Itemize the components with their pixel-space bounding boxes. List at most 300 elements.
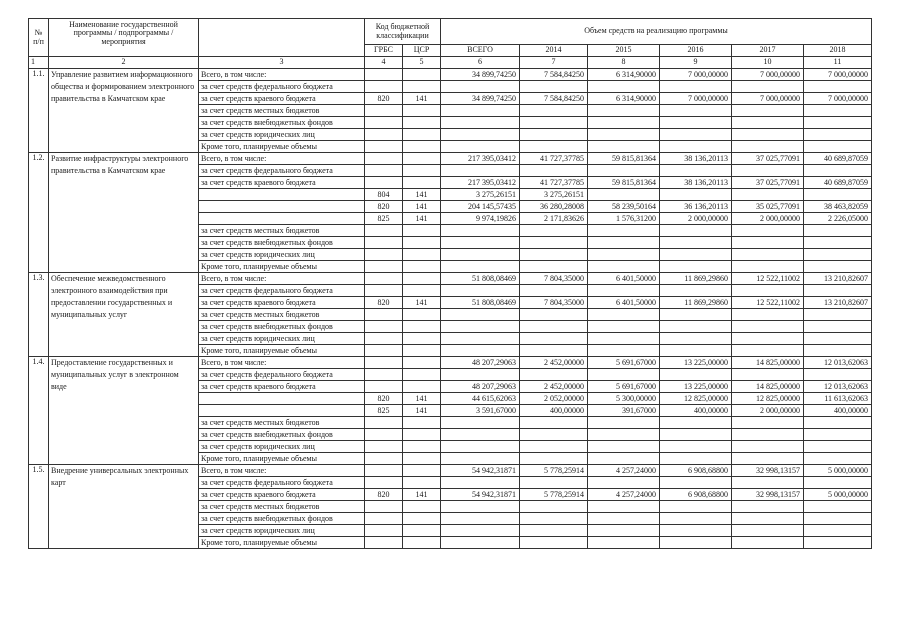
table-row xyxy=(29,273,872,285)
value-2018 xyxy=(804,189,872,201)
grbs-code xyxy=(365,153,403,165)
csr-code xyxy=(403,369,441,381)
value-2015 xyxy=(588,225,660,237)
funding-source-label: за счет средств юридических лиц xyxy=(199,249,365,261)
value-2015 xyxy=(588,477,660,489)
value-2015: 58 239,50164 xyxy=(588,201,660,213)
value-2017 xyxy=(732,333,804,345)
total-value xyxy=(441,513,520,525)
funding-source-label: Всего, в том числе: xyxy=(199,357,365,369)
value-2018 xyxy=(804,129,872,141)
csr-code xyxy=(403,429,441,441)
value-2017 xyxy=(732,417,804,429)
grbs-code xyxy=(365,285,403,297)
value-2017: 37 025,77091 xyxy=(732,177,804,189)
column-number: 4 xyxy=(365,57,403,69)
funding-source-label: за счет средств юридических лиц xyxy=(199,441,365,453)
total-value xyxy=(441,237,520,249)
grbs-code: 820 xyxy=(365,201,403,213)
csr-code xyxy=(403,249,441,261)
grbs-code xyxy=(365,129,403,141)
row-number: 1.1. xyxy=(29,69,49,153)
csr-code xyxy=(403,513,441,525)
value-2014: 7 804,35000 xyxy=(520,273,588,285)
value-2016 xyxy=(660,105,732,117)
grbs-code xyxy=(365,429,403,441)
value-2018 xyxy=(804,117,872,129)
value-2017 xyxy=(732,249,804,261)
program-name: Предоставление государственных и муниципальных услуг в электронном виде xyxy=(49,357,199,465)
funding-source-label: за счет средств внебюджетных фондов xyxy=(199,237,365,249)
value-2017 xyxy=(732,477,804,489)
csr-code: 141 xyxy=(403,297,441,309)
grbs-code xyxy=(365,357,403,369)
table-row xyxy=(29,69,872,81)
value-2017 xyxy=(732,261,804,273)
value-2017 xyxy=(732,225,804,237)
value-2015: 391,67000 xyxy=(588,405,660,417)
value-2014: 5 778,25914 xyxy=(520,489,588,501)
value-2018 xyxy=(804,453,872,465)
csr-code xyxy=(403,105,441,117)
funding-source-label: за счет средств краевого бюджета xyxy=(199,93,365,105)
value-2015 xyxy=(588,525,660,537)
value-2014 xyxy=(520,441,588,453)
csr-code xyxy=(403,381,441,393)
total-value xyxy=(441,249,520,261)
value-2016: 7 000,00000 xyxy=(660,69,732,81)
value-2014: 2 052,00000 xyxy=(520,393,588,405)
total-value xyxy=(441,105,520,117)
total-value: 34 899,74250 xyxy=(441,93,520,105)
value-2016 xyxy=(660,189,732,201)
csr-code xyxy=(403,465,441,477)
grbs-code xyxy=(365,441,403,453)
value-2015 xyxy=(588,81,660,93)
csr-code xyxy=(403,477,441,489)
funding-source-label: Всего, в том числе: xyxy=(199,69,365,81)
value-2016 xyxy=(660,501,732,513)
value-2014 xyxy=(520,453,588,465)
value-2015: 1 576,31200 xyxy=(588,213,660,225)
column-number: 6 xyxy=(441,57,520,69)
value-2014 xyxy=(520,225,588,237)
value-2018: 40 689,87059 xyxy=(804,177,872,189)
funding-source-label: за счет средств федерального бюджета xyxy=(199,285,365,297)
value-2016 xyxy=(660,345,732,357)
csr-code xyxy=(403,129,441,141)
value-2016 xyxy=(660,525,732,537)
value-2018: 13 210,82607 xyxy=(804,297,872,309)
csr-code xyxy=(403,117,441,129)
value-2017 xyxy=(732,309,804,321)
value-2018 xyxy=(804,81,872,93)
grbs-code: 820 xyxy=(365,297,403,309)
value-2016 xyxy=(660,117,732,129)
csr-code xyxy=(403,261,441,273)
value-2018 xyxy=(804,105,872,117)
header-year-2018: 2018 xyxy=(804,45,872,57)
funding-source-label: за счет средств юридических лиц xyxy=(199,525,365,537)
value-2015: 6 401,50000 xyxy=(588,273,660,285)
csr-code: 141 xyxy=(403,201,441,213)
value-2017 xyxy=(732,321,804,333)
value-2016: 13 225,00000 xyxy=(660,381,732,393)
value-2015 xyxy=(588,441,660,453)
funding-source-label: за счет средств местных бюджетов xyxy=(199,309,365,321)
value-2017: 2 000,00000 xyxy=(732,405,804,417)
value-2016 xyxy=(660,249,732,261)
value-2016 xyxy=(660,141,732,153)
header-total: ВСЕГО xyxy=(441,45,520,57)
total-value: 51 808,08469 xyxy=(441,297,520,309)
value-2018: 7 000,00000 xyxy=(804,69,872,81)
value-2018 xyxy=(804,261,872,273)
value-2018: 7 000,00000 xyxy=(804,93,872,105)
csr-code xyxy=(403,273,441,285)
value-2017 xyxy=(732,189,804,201)
grbs-code xyxy=(365,69,403,81)
csr-code: 141 xyxy=(403,213,441,225)
value-2014 xyxy=(520,81,588,93)
value-2015: 59 815,81364 xyxy=(588,177,660,189)
value-2017: 7 000,00000 xyxy=(732,69,804,81)
value-2018 xyxy=(804,285,872,297)
csr-code xyxy=(403,333,441,345)
total-value: 9 974,19826 xyxy=(441,213,520,225)
csr-code xyxy=(403,525,441,537)
funding-source-label: за счет средств местных бюджетов xyxy=(199,105,365,117)
value-2018 xyxy=(804,345,872,357)
csr-code: 141 xyxy=(403,489,441,501)
value-2016 xyxy=(660,453,732,465)
funding-source-label xyxy=(199,189,365,201)
value-2018: 5 000,00000 xyxy=(804,489,872,501)
value-2017: 32 998,13157 xyxy=(732,465,804,477)
header-name: Наименование государственной программы / подпрограммы / мероприятия xyxy=(49,19,199,57)
value-2016: 11 869,29860 xyxy=(660,273,732,285)
funding-source-label: за счет средств внебюджетных фондов xyxy=(199,513,365,525)
value-2016: 6 908,68800 xyxy=(660,489,732,501)
value-2018: 38 463,82059 xyxy=(804,201,872,213)
value-2014 xyxy=(520,309,588,321)
value-2016: 12 825,00000 xyxy=(660,393,732,405)
grbs-code xyxy=(365,237,403,249)
funding-source-label: за счет средств краевого бюджета xyxy=(199,381,365,393)
value-2014: 41 727,37785 xyxy=(520,153,588,165)
value-2016 xyxy=(660,309,732,321)
value-2014 xyxy=(520,105,588,117)
value-2018 xyxy=(804,225,872,237)
value-2015 xyxy=(588,345,660,357)
value-2015 xyxy=(588,333,660,345)
value-2016: 38 136,20113 xyxy=(660,153,732,165)
value-2017: 12 522,11002 xyxy=(732,273,804,285)
value-2016 xyxy=(660,285,732,297)
value-2017 xyxy=(732,441,804,453)
value-2016 xyxy=(660,321,732,333)
grbs-code xyxy=(365,453,403,465)
value-2017 xyxy=(732,117,804,129)
value-2015 xyxy=(588,189,660,201)
header-grbs: ГРБС xyxy=(365,45,403,57)
value-2017: 14 825,00000 xyxy=(732,357,804,369)
value-2014: 2 452,00000 xyxy=(520,381,588,393)
total-value xyxy=(441,261,520,273)
column-number: 1 xyxy=(29,57,49,69)
value-2018 xyxy=(804,165,872,177)
grbs-code xyxy=(365,513,403,525)
grbs-code: 820 xyxy=(365,489,403,501)
grbs-code xyxy=(365,165,403,177)
value-2017 xyxy=(732,525,804,537)
funding-source-label: Кроме того, планируемые объемы xyxy=(199,453,365,465)
value-2015 xyxy=(588,117,660,129)
value-2016: 6 908,68800 xyxy=(660,465,732,477)
table-row xyxy=(29,153,872,165)
value-2018 xyxy=(804,501,872,513)
total-value: 204 145,57435 xyxy=(441,201,520,213)
total-value xyxy=(441,333,520,345)
value-2017 xyxy=(732,237,804,249)
total-value xyxy=(441,525,520,537)
funding-source-label: Кроме того, планируемые объемы xyxy=(199,345,365,357)
table-row xyxy=(29,357,872,369)
table-row xyxy=(29,465,872,477)
value-2015 xyxy=(588,369,660,381)
value-2016: 400,00000 xyxy=(660,405,732,417)
value-2016 xyxy=(660,225,732,237)
grbs-code xyxy=(365,537,403,549)
value-2018 xyxy=(804,321,872,333)
value-2017 xyxy=(732,141,804,153)
total-value xyxy=(441,345,520,357)
value-2014 xyxy=(520,417,588,429)
value-2017 xyxy=(732,345,804,357)
csr-code xyxy=(403,441,441,453)
column-number: 11 xyxy=(804,57,872,69)
value-2015 xyxy=(588,537,660,549)
value-2017 xyxy=(732,513,804,525)
value-2018 xyxy=(804,429,872,441)
value-2015: 6 314,90000 xyxy=(588,93,660,105)
value-2017: 35 025,77091 xyxy=(732,201,804,213)
value-2016 xyxy=(660,237,732,249)
total-value xyxy=(441,117,520,129)
value-2018: 40 689,87059 xyxy=(804,153,872,165)
total-value: 54 942,31871 xyxy=(441,465,520,477)
column-number: 5 xyxy=(403,57,441,69)
total-value: 217 395,03412 xyxy=(441,177,520,189)
funding-source-label: за счет средств краевого бюджета xyxy=(199,297,365,309)
value-2017 xyxy=(732,105,804,117)
csr-code xyxy=(403,285,441,297)
value-2015: 5 691,67000 xyxy=(588,357,660,369)
column-number: 10 xyxy=(732,57,804,69)
value-2018 xyxy=(804,249,872,261)
total-value: 44 615,62063 xyxy=(441,393,520,405)
program-name: Внедрение универсальных электронных карт xyxy=(49,465,199,549)
csr-code xyxy=(403,153,441,165)
value-2018 xyxy=(804,333,872,345)
value-2018 xyxy=(804,309,872,321)
value-2015: 6 401,50000 xyxy=(588,297,660,309)
value-2014 xyxy=(520,369,588,381)
grbs-code xyxy=(365,261,403,273)
grbs-code xyxy=(365,105,403,117)
value-2016: 2 000,00000 xyxy=(660,213,732,225)
value-2018: 12 013,62063 xyxy=(804,357,872,369)
value-2016 xyxy=(660,165,732,177)
grbs-code xyxy=(365,273,403,285)
total-value: 51 808,08469 xyxy=(441,273,520,285)
total-value xyxy=(441,537,520,549)
value-2014 xyxy=(520,249,588,261)
value-2014 xyxy=(520,117,588,129)
value-2014 xyxy=(520,237,588,249)
value-2018 xyxy=(804,141,872,153)
grbs-code: 825 xyxy=(365,213,403,225)
csr-code: 141 xyxy=(403,189,441,201)
header-kbk: Код бюджетной классификации xyxy=(365,19,441,45)
row-number: 1.3. xyxy=(29,273,49,357)
csr-code xyxy=(403,177,441,189)
value-2016: 7 000,00000 xyxy=(660,93,732,105)
row-number: 1.2. xyxy=(29,153,49,273)
value-2017: 12 825,00000 xyxy=(732,393,804,405)
value-2017 xyxy=(732,129,804,141)
value-2015 xyxy=(588,513,660,525)
funding-source-label: Всего, в том числе: xyxy=(199,153,365,165)
grbs-code xyxy=(365,417,403,429)
funding-source-label: за счет средств юридических лиц xyxy=(199,129,365,141)
value-2014 xyxy=(520,525,588,537)
grbs-code xyxy=(365,141,403,153)
value-2016 xyxy=(660,441,732,453)
value-2015: 59 815,81364 xyxy=(588,153,660,165)
value-2018 xyxy=(804,237,872,249)
value-2014 xyxy=(520,345,588,357)
value-2014: 5 778,25914 xyxy=(520,465,588,477)
value-2016 xyxy=(660,417,732,429)
total-value: 48 207,29063 xyxy=(441,381,520,393)
csr-code xyxy=(403,237,441,249)
value-2014 xyxy=(520,477,588,489)
funding-source-label: за счет средств федерального бюджета xyxy=(199,369,365,381)
value-2015 xyxy=(588,105,660,117)
column-number: 2 xyxy=(49,57,199,69)
value-2015 xyxy=(588,165,660,177)
funding-source-label: за счет средств федерального бюджета xyxy=(199,81,365,93)
grbs-code xyxy=(365,501,403,513)
value-2017 xyxy=(732,285,804,297)
header-col3 xyxy=(199,19,365,57)
value-2015 xyxy=(588,141,660,153)
grbs-code: 820 xyxy=(365,93,403,105)
value-2014: 2 171,83626 xyxy=(520,213,588,225)
csr-code: 141 xyxy=(403,93,441,105)
funding-source-label: за счет средств местных бюджетов xyxy=(199,225,365,237)
value-2017 xyxy=(732,81,804,93)
value-2014: 7 804,35000 xyxy=(520,297,588,309)
value-2016 xyxy=(660,429,732,441)
value-2014 xyxy=(520,141,588,153)
grbs-code: 820 xyxy=(365,393,403,405)
funding-source-label xyxy=(199,393,365,405)
value-2014 xyxy=(520,333,588,345)
value-2016 xyxy=(660,513,732,525)
column-number: 9 xyxy=(660,57,732,69)
value-2017: 14 825,00000 xyxy=(732,381,804,393)
grbs-code xyxy=(365,333,403,345)
value-2018 xyxy=(804,441,872,453)
value-2014: 2 452,00000 xyxy=(520,357,588,369)
total-value xyxy=(441,285,520,297)
value-2014: 36 280,28008 xyxy=(520,201,588,213)
grbs-code xyxy=(365,309,403,321)
csr-code xyxy=(403,321,441,333)
csr-code xyxy=(403,141,441,153)
column-number: 7 xyxy=(520,57,588,69)
total-value: 48 207,29063 xyxy=(441,357,520,369)
value-2017: 2 000,00000 xyxy=(732,213,804,225)
header-year-2015: 2015 xyxy=(588,45,660,57)
value-2014: 7 584,84250 xyxy=(520,69,588,81)
funding-source-label: за счет средств внебюджетных фондов xyxy=(199,117,365,129)
value-2018 xyxy=(804,513,872,525)
csr-code xyxy=(403,501,441,513)
total-value xyxy=(441,429,520,441)
grbs-code xyxy=(365,477,403,489)
grbs-code xyxy=(365,525,403,537)
csr-code xyxy=(403,345,441,357)
csr-code xyxy=(403,165,441,177)
program-name: Развитие инфраструктуры электронного правительства в Камчатском крае xyxy=(49,153,199,273)
grbs-code: 804 xyxy=(365,189,403,201)
total-value xyxy=(441,309,520,321)
value-2015 xyxy=(588,321,660,333)
total-value: 54 942,31871 xyxy=(441,489,520,501)
value-2017: 7 000,00000 xyxy=(732,93,804,105)
value-2015 xyxy=(588,261,660,273)
header-year-2014: 2014 xyxy=(520,45,588,57)
value-2014: 41 727,37785 xyxy=(520,177,588,189)
column-number: 8 xyxy=(588,57,660,69)
csr-code: 141 xyxy=(403,405,441,417)
value-2016: 36 136,20113 xyxy=(660,201,732,213)
value-2018 xyxy=(804,369,872,381)
value-2016 xyxy=(660,261,732,273)
grbs-code xyxy=(365,81,403,93)
funding-source-label: Кроме того, планируемые объемы xyxy=(199,537,365,549)
program-name: Управление развитием информационного общества и формированием электронного правительства в Камчатском крае xyxy=(49,69,199,153)
value-2015 xyxy=(588,309,660,321)
total-value: 3 275,26151 xyxy=(441,189,520,201)
value-2014 xyxy=(520,429,588,441)
grbs-code xyxy=(365,225,403,237)
csr-code: 141 xyxy=(403,393,441,405)
csr-code xyxy=(403,537,441,549)
value-2015: 4 257,24000 xyxy=(588,465,660,477)
value-2017 xyxy=(732,429,804,441)
value-2017: 12 522,11002 xyxy=(732,297,804,309)
value-2014 xyxy=(520,165,588,177)
value-2017: 32 998,13157 xyxy=(732,489,804,501)
total-value xyxy=(441,81,520,93)
funding-source-label: Кроме того, планируемые объемы xyxy=(199,141,365,153)
funding-source-label: за счет средств внебюджетных фондов xyxy=(199,321,365,333)
grbs-code xyxy=(365,249,403,261)
